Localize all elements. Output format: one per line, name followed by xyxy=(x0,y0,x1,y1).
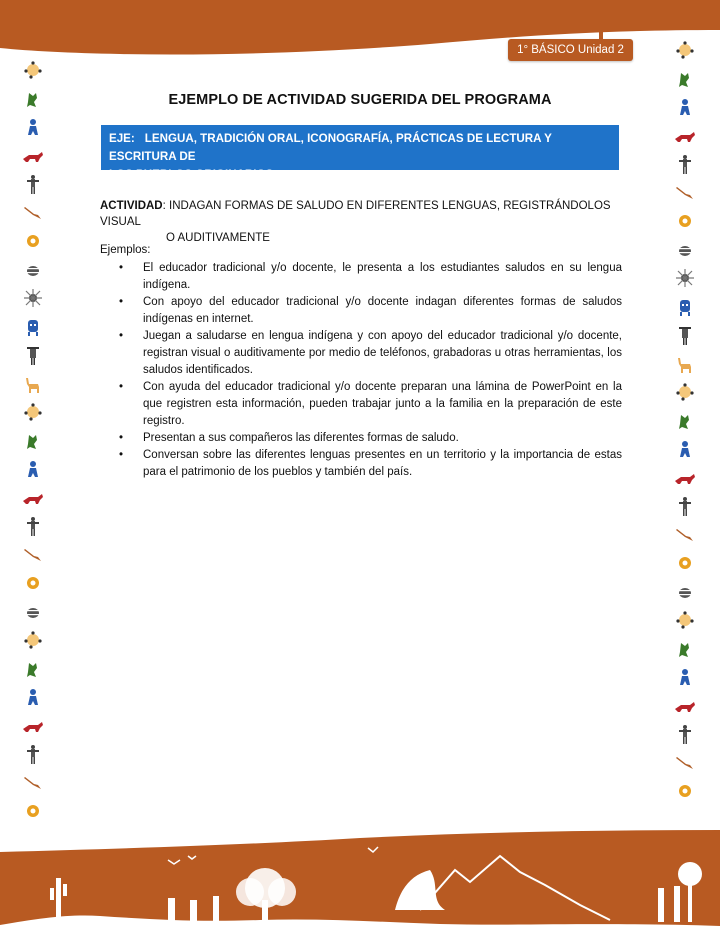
condor-icon xyxy=(670,179,700,208)
frog-icon xyxy=(18,427,48,456)
sun-circle-icon xyxy=(670,606,700,635)
examples-section xyxy=(100,242,622,481)
right-icon-column xyxy=(670,36,700,806)
flower-icon xyxy=(18,227,48,256)
bullet-icon: • xyxy=(119,449,124,461)
bullet-icon: • xyxy=(119,296,124,308)
axis-box xyxy=(101,125,619,181)
blue-figure-icon xyxy=(18,683,48,712)
llama-icon xyxy=(18,370,48,399)
blue-figure-icon xyxy=(670,93,700,122)
standing-figure-icon xyxy=(670,720,700,749)
fox-icon xyxy=(670,122,700,151)
activity-line-1 xyxy=(100,198,630,230)
flower-icon xyxy=(18,569,48,598)
blue-figure-icon xyxy=(670,435,700,464)
robot-figure-icon xyxy=(18,313,48,342)
fox-icon xyxy=(18,484,48,513)
grade-unit-tag: 1° BÁSICO Unidad 2 xyxy=(508,39,633,61)
fox-icon xyxy=(670,692,700,721)
standing-figure-icon xyxy=(18,512,48,541)
activity-text-1: : INDAGAN FORMAS DE SALUDO EN DIFERENTES LENGUAS, REGISTRÁNDOLOS VISUAL xyxy=(100,200,611,228)
standing-figure-icon xyxy=(670,150,700,179)
flower-icon xyxy=(670,777,700,806)
frog-icon xyxy=(670,65,700,94)
list-item: • Conversan sobre las diferentes lenguas presentes en un territorio y la importancia de estas para el patrimonio de los pueblos y también del país. xyxy=(119,449,622,478)
activity-section xyxy=(100,198,630,246)
blue-figure-icon xyxy=(670,663,700,692)
activity-text-2: O AUDITIVAMENTE xyxy=(166,232,270,244)
sun-circle-icon xyxy=(18,398,48,427)
condor-icon xyxy=(670,749,700,778)
sun-circle-icon xyxy=(670,36,700,65)
flower-icon xyxy=(670,549,700,578)
list-item: • Con ayuda del educador tradicional y/o docente preparan una lámina de PowerPoint en la que registren esta información, pueden trabajar junto a la familia en la preparación de este registro. xyxy=(119,381,622,427)
blue-figure-icon xyxy=(18,455,48,484)
hatted-figure-icon xyxy=(670,321,700,350)
footer-landscape xyxy=(0,830,720,932)
list-item: • Presentan a sus compañeros las diferentes formas de saludo. xyxy=(100,430,622,447)
standing-figure-icon xyxy=(18,170,48,199)
condor-icon xyxy=(670,521,700,550)
sun-circle-icon xyxy=(18,626,48,655)
bullet-icon: • xyxy=(119,432,124,444)
bullet-icon: • xyxy=(119,330,124,342)
pot-icon xyxy=(670,578,700,607)
left-icon-column xyxy=(18,56,48,826)
axis-text-1: LENGUA, TRADICIÓN ORAL, ICONOGRAFÍA, PRÁCTICAS DE LECTURA Y ESCRITURA DE xyxy=(109,132,552,163)
frog-icon xyxy=(18,655,48,684)
frog-icon xyxy=(670,635,700,664)
frog-icon xyxy=(18,85,48,114)
sun-circle-icon xyxy=(670,378,700,407)
examples-list xyxy=(100,260,622,481)
axis-text-2: LOS PUEBLOS ORIGINARIOS. xyxy=(109,168,277,181)
standing-figure-icon xyxy=(18,740,48,769)
fox-icon xyxy=(670,464,700,493)
standing-figure-icon xyxy=(670,492,700,521)
sun-rays-icon xyxy=(18,284,48,313)
axis-line-1 xyxy=(109,130,611,166)
fox-icon xyxy=(18,142,48,171)
sun-circle-icon xyxy=(18,56,48,85)
pot-icon xyxy=(670,236,700,265)
bullet-icon: • xyxy=(119,381,124,393)
condor-icon xyxy=(18,541,48,570)
sun-rays-icon xyxy=(670,264,700,293)
flower-icon xyxy=(18,797,48,826)
blue-figure-icon xyxy=(18,113,48,142)
condor-icon xyxy=(18,199,48,228)
activity-label: ACTIVIDAD xyxy=(100,200,163,212)
frog-icon xyxy=(670,407,700,436)
bullet-icon: • xyxy=(119,262,124,274)
list-item: • Con apoyo del educador tradicional y/o docente indagan diferentes formas de saludos indígenas en internet. xyxy=(119,296,622,325)
list-item: • El educador tradicional y/o docente, le presenta a los estudiantes saludos en su lengua indígena. xyxy=(119,262,622,291)
page-title: EJEMPLO DE ACTIVIDAD SUGERIDA DEL PROGRAMA xyxy=(168,92,552,108)
robot-figure-icon xyxy=(670,293,700,322)
hatted-figure-icon xyxy=(18,341,48,370)
llama-icon xyxy=(670,350,700,379)
list-item: • Juegan a saludarse en lengua indígena y con apoyo del educador tradicional y/o docente, registran visual o auditivamente por medio de teléfonos, grabadoras u otras herramientas, los saludos identificados. xyxy=(119,330,622,376)
pot-icon xyxy=(18,598,48,627)
examples-heading: Ejemplos: xyxy=(100,244,151,256)
fox-icon xyxy=(18,712,48,741)
condor-icon xyxy=(18,769,48,798)
flower-icon xyxy=(670,207,700,236)
axis-label: EJE: xyxy=(109,132,135,145)
pot-icon xyxy=(18,256,48,285)
